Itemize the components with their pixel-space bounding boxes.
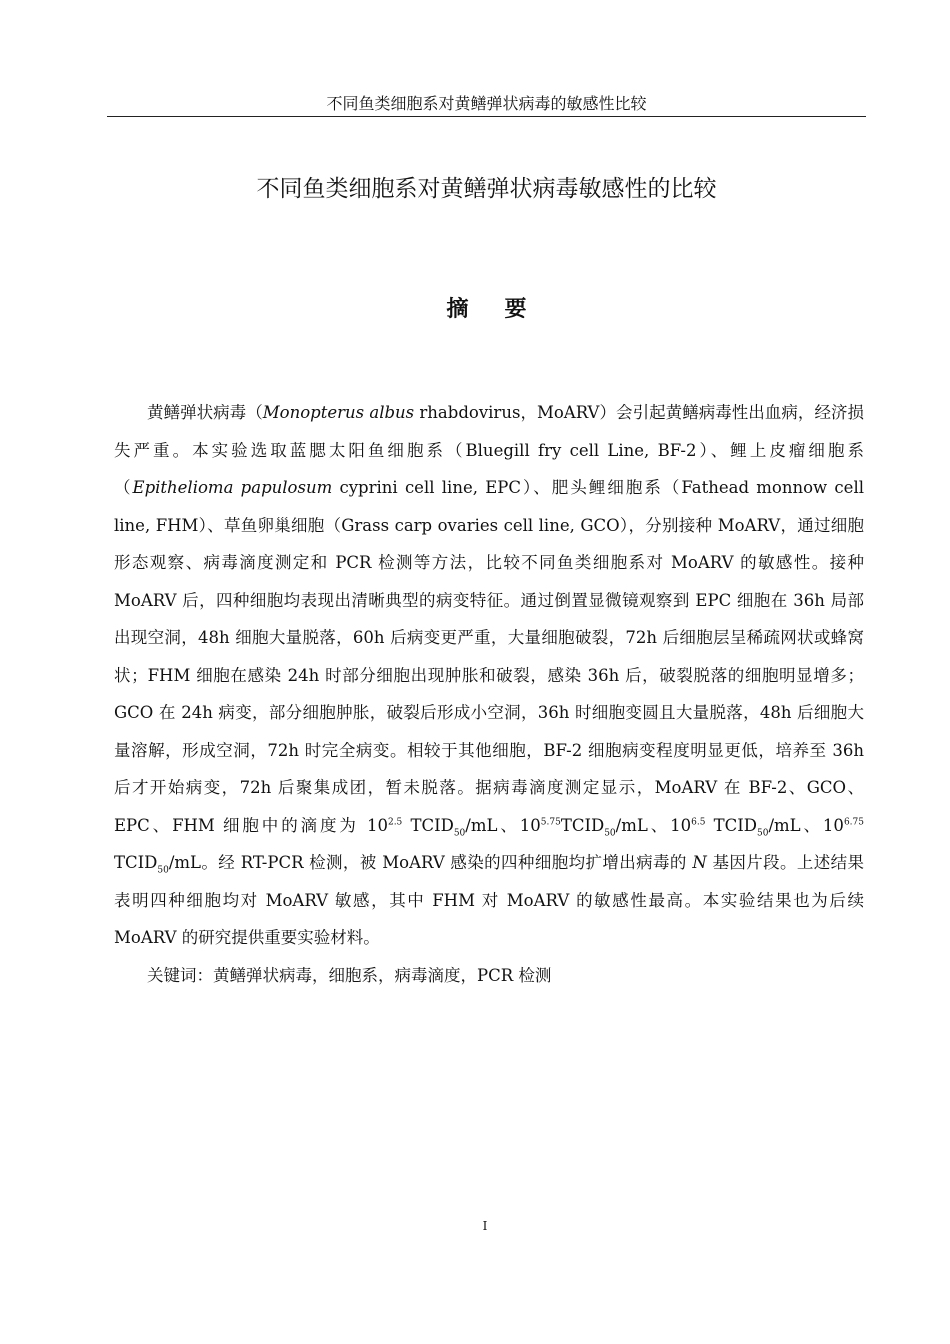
abstract-text: /mL、10: [465, 815, 541, 835]
abstract-text: TCID: [705, 815, 757, 835]
titer-exponent: 6.75: [843, 817, 864, 827]
header-rule: [107, 116, 866, 117]
tcid-subscript: 50: [157, 865, 169, 876]
gene-name: N: [692, 853, 707, 872]
abstract-text: /mL、10: [615, 815, 692, 835]
titer-exponent: 2.5: [387, 817, 403, 827]
keywords: 关键词：黄鳝弹状病毒，细胞系，病毒滴度，PCR 检测: [147, 965, 552, 985]
abstract-text: 黄鳝弹状病毒（: [147, 403, 263, 422]
abstract-paragraph: [114, 394, 864, 957]
abstract-heading: 摘要: [446, 297, 563, 322]
abstract-text: rhabdovirus，MoARV）会引起黄鳝病毒性出血病，经济损失严重。本实验选取蓝腮太阳鱼细胞系（Bluegill fry cell Line, BF-2）、鲤上皮瘤细胞系（: [114, 403, 865, 497]
document-title: 不同鱼类细胞系对黄鳝弹状病毒敏感性的比较: [256, 176, 717, 202]
titer-exponent: 5.75: [540, 817, 561, 827]
species-name: Epithelioma papulosum: [132, 478, 333, 497]
abstract-text: 基因片段。上述结果表明四种细胞均对 MoARV 敏感，其中 FHM 对 MoARV 的敏感性最高。本实验结果也为后续 MoARV 的研究提供重要实验材料。: [114, 853, 864, 947]
titer-exponent: 6.5: [691, 817, 706, 827]
tcid-subscript: 50: [604, 827, 616, 838]
abstract-text: TCID: [114, 853, 158, 872]
abstract-text: TCID: [560, 815, 605, 835]
tcid-subscript: 50: [453, 827, 466, 838]
abstract-text: TCID: [402, 815, 454, 835]
tcid-subscript: 50: [757, 827, 769, 838]
abstract-body: [114, 394, 864, 994]
running-header: 不同鱼类细胞系对黄鳝弹状病毒的敏感性比较: [326, 94, 647, 113]
abstract-text: /mL、10: [768, 815, 844, 835]
species-name: Monopterus albus: [262, 403, 415, 422]
abstract-text: cyprini cell line, EPC）、肥头鲤细胞系（Fathead monnow cell line, FHM）、草鱼卵巢细胞（Grass carp ovaries cell line, GCO），分别接种 MoARV，通过细胞形态观察、病毒滴度测定和 PCR 检测等方法，比较不同鱼类细胞系对 MoARV 的敏感性。接种 MoARV 后，四种细胞均表现出清晰典型的病变特征。通过倒置显微镜观察到 EPC 细胞在 36h 局部出现空洞，48h 细胞大量脱落，60h 后病变更严重，大量细胞破裂，72h 后细胞层呈稀疏网状或蜂窝状；FHM 细胞在感染 24h 时部分细胞出现肿胀和破裂，感染 36h 后，破裂脱落的细胞明显增多；GCO 在 24h 病变，部分细胞肿胀，破裂后形成小空洞，36h 时细胞变圆且大量脱落，48h 后细胞大量溶解，形成空洞，72h 时完全病变。相较于其他细胞，BF-2 细胞病变程度明显更低，培养至 36h 后才开始病变，72h 后聚集成团，暂未脱落。据病毒滴度测定显示，MoARV 在 BF-2、GCO、EPC、FHM 细胞中的滴度为 10: [114, 478, 864, 835]
page-number: I: [482, 1219, 488, 1233]
abstract-text: /mL。经 RT-PCR 检测，被 MoARV 感染的四种细胞均扩增出病毒的: [168, 853, 693, 872]
